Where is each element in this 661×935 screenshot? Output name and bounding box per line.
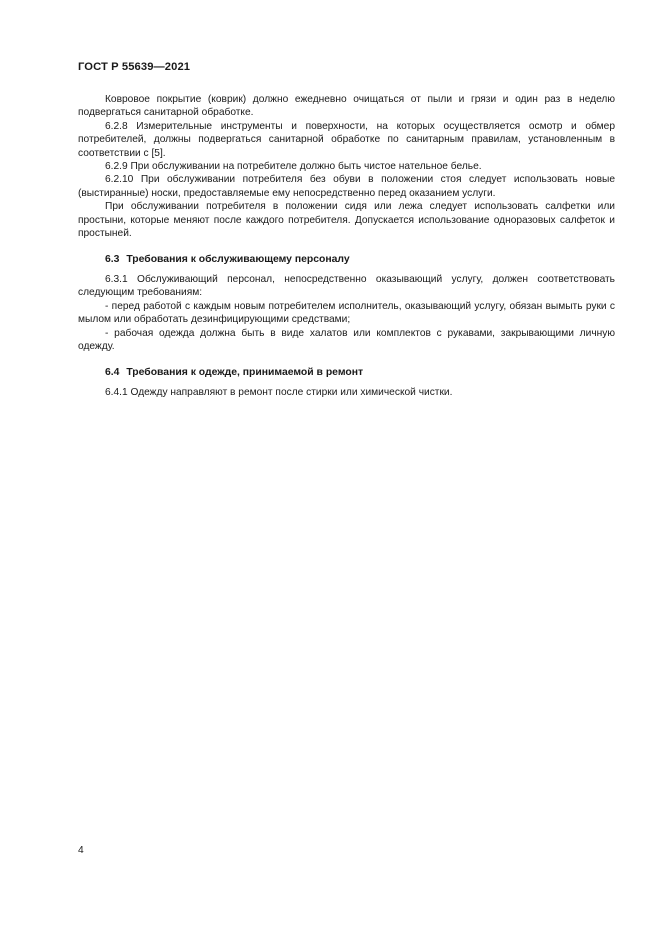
- section-title-6-4: Требования к одежде, принимаемой в ремонт: [126, 367, 364, 379]
- section-number-6-4: 6.4: [105, 367, 120, 379]
- bullet-item-hand-washing: - перед работой с каждым новым потребителем исполнитель, оказывающий услугу, обязан вымыть руки с мылом или обработать дезинфицирующими средствами;: [78, 300, 615, 326]
- paragraph-6-2-10: 6.2.10 При обслуживании потребителя без обуви в положении стоя следует использовать новые (выстиранные) носки, предоставляемые ему непосредственно перед оказанием услуги.: [78, 174, 615, 199]
- paragraph-6-2-8: 6.2.8 Измерительные инструменты и поверхности, на которых осуществляется осмотр и обмер потребителей, должны подвергаться санитарной обработке по санитарным правилам, установленным в соответствии с [5].: [78, 120, 615, 159]
- paragraph-carpet: Ковровое покрытие (коврик) должно ежедневно очищаться от пыли и грязи и один раз в неделю подвергаться санитарной обработке.: [78, 94, 615, 119]
- paragraph-6-4-1: 6.4.1 Одежду направляют в ремонт после стирки или химической чистки.: [105, 386, 453, 398]
- standard-id-header: ГОСТ Р 55639—2021: [78, 61, 191, 73]
- document-body: [78, 93, 615, 399]
- section-title-6-3: Требования к обслуживающему персоналу: [126, 254, 350, 266]
- section-heading-6-3: [78, 253, 615, 266]
- paragraph-sitting-lying: При обслуживании потребителя в положении сидя или лежа следует использовать салфетки или простыни, которые меняют после каждого потребителя. Допускается использование одноразовых салфеток и простыней.: [78, 201, 615, 240]
- bullet-item-work-clothes: - рабочая одежда должна быть в виде халатов или комплектов с рукавами, закрывающими личную одежду.: [78, 327, 615, 352]
- paragraph-6-3-1: 6.3.1 Обслуживающий персонал, непосредственно оказывающий услугу, должен соответствовать следующим требованиям:: [78, 273, 615, 299]
- page-number: 4: [78, 845, 84, 856]
- paragraph-6-2-9: 6.2.9 При обслуживании на потребителе должно быть чистое нательное белье.: [105, 161, 482, 173]
- section-number-6-3: 6.3: [105, 254, 120, 266]
- section-heading-6-4: [78, 366, 615, 379]
